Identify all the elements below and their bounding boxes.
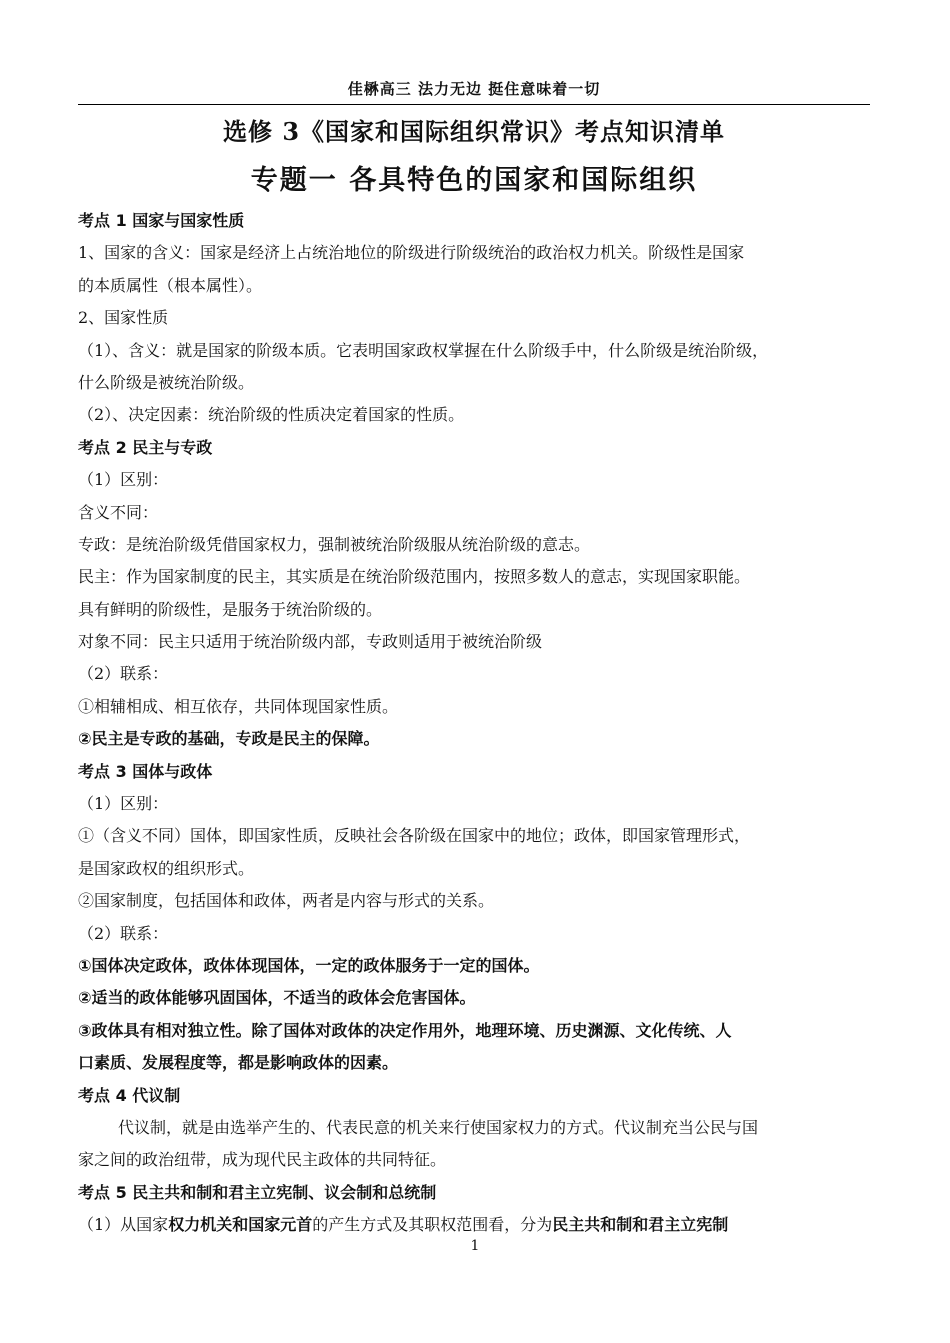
paragraph-line: （2）联系： <box>78 923 169 943</box>
emphasis-line: ③政体具有相对独立性。除了国体对政体的决定作用外，地理环境、历史渊源、文化传统、人 <box>78 1020 732 1040</box>
emphasis-line: ①国体决定政体，政体体现国体，一定的政体服务于一定的国体。 <box>78 955 540 975</box>
emphasis-line: 口素质、发展程度等，都是影响政体的因素。 <box>78 1053 399 1073</box>
header-divider <box>78 104 870 105</box>
paragraph-line: （2）、决定因素：统治阶级的性质决定着国家的性质。 <box>78 405 465 425</box>
paragraph-line: 的本质属性（根本属性）。 <box>78 275 263 295</box>
section-heading-4: 考点 4 代议制 <box>78 1085 181 1105</box>
paragraph-line: 代议制，就是由选举产生的、代表民意的机关来行使国家权力的方式。代议制充当公民与国 <box>118 1117 759 1137</box>
emphasis-line: ②民主是专政的基础，专政是民主的保障。 <box>78 729 380 749</box>
page-number: 1 <box>470 1238 480 1254</box>
paragraph-line: 专政：是统治阶级凭借国家权力，强制被统治阶级服从统治阶级的意志。 <box>78 534 591 554</box>
paragraph-line: 具有鲜明的阶级性，是服务于统治阶级的。 <box>78 599 383 619</box>
chapter-title: 专题一 各具特色的国家和国际组织 <box>250 165 698 196</box>
section-heading-5: 考点 5 民主共和制和君主立宪制、议会制和总统制 <box>78 1182 437 1202</box>
emphasis-run: 权力机关和国家元首 <box>168 1215 313 1235</box>
paragraph-line: 2、国家性质 <box>78 308 169 328</box>
emphasis-run: 民主共和制和君主立宪制 <box>552 1215 729 1235</box>
paragraph-line: 含义不同： <box>78 502 159 522</box>
document-body <box>78 205 874 1242</box>
paragraph-line: ②国家制度，包括国体和政体，两者是内容与形式的关系。 <box>78 891 495 911</box>
text-run: 的产生方式及其职权范围看，分为 <box>312 1215 553 1235</box>
section-heading-3: 考点 3 国体与政体 <box>78 761 213 781</box>
paragraph-line: 1、国家的含义：国家是经济上占统治地位的阶级进行阶级统治的政治权力机关。阶级性是国家 <box>78 243 745 263</box>
running-header: 佳楙高三 法力无边 挺住意味着一切 <box>347 80 601 98</box>
paragraph-line: 对象不同：民主只适用于统治阶级内部，专政则适用于被统治阶级 <box>78 632 543 652</box>
paragraph-line: （1）、含义：就是国家的阶级本质。它表明国家政权掌握在什么阶级手中，什么阶级是统治阶级， <box>78 340 769 360</box>
paragraph-line: ①（含义不同）国体，即国家性质，反映社会各阶级在国家中的地位；政体，即国家管理形式， <box>78 826 751 846</box>
paragraph-line: 是国家政权的组织形式。 <box>78 858 255 878</box>
paragraph-line: （1）区别： <box>78 470 169 490</box>
paragraph-line: 什么阶级是被统治阶级。 <box>78 372 255 392</box>
paragraph-line: （1）区别： <box>78 794 169 814</box>
paragraph-line: 家之间的政治纽带，成为现代民主政体的共同特征。 <box>78 1150 447 1170</box>
paragraph-line: ①相辅相成、相互依存，共同体现国家性质。 <box>78 696 399 716</box>
paragraph-line: 民主：作为国家制度的民主，其实质是在统治阶级范围内，按照多数人的意志，实现国家职能。 <box>78 567 751 587</box>
section-heading-2: 考点 2 民主与专政 <box>78 437 213 457</box>
text-run: （1）从国家 <box>78 1215 169 1235</box>
emphasis-line: ②适当的政体能够巩固国体，不适当的政体会危害国体。 <box>78 988 476 1008</box>
document-title: 选修 3《国家和国际组织常识》考点知识清单 <box>222 117 726 146</box>
section-heading-1: 考点 1 国家与国家性质 <box>78 211 245 230</box>
paragraph-line <box>78 1209 874 1241</box>
paragraph-line: （2）联系： <box>78 664 169 684</box>
